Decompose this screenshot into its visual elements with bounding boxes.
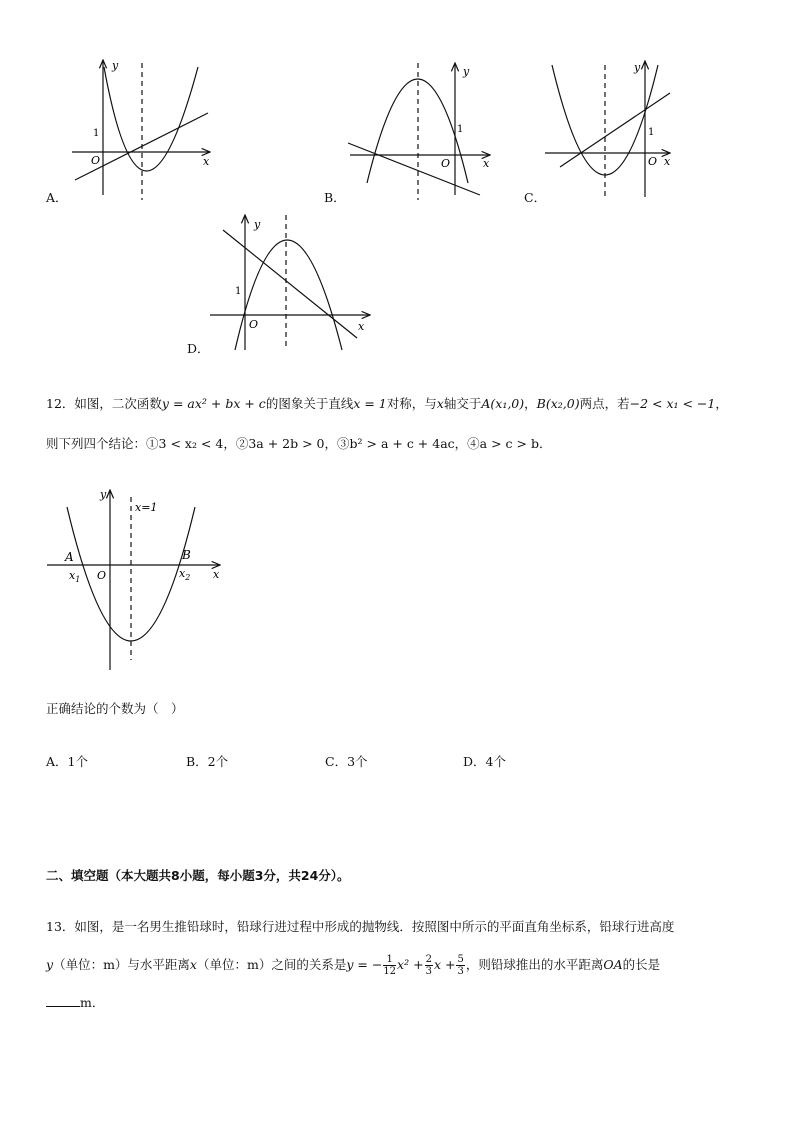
q12-text: 如图，二次函数 <box>74 396 162 411</box>
origin-label: O <box>249 318 259 331</box>
option-d-label: D． <box>187 341 210 356</box>
option-c-label: C． <box>524 190 547 205</box>
fig-y-label: y <box>100 488 107 501</box>
q13-unit: m． <box>80 995 105 1010</box>
fig-point-b: B <box>182 548 191 562</box>
fig-origin: O <box>97 569 107 582</box>
q12-point-b: B(x₂,0) <box>536 396 580 411</box>
q12-figure <box>45 485 230 675</box>
one-label: 1 <box>648 127 655 138</box>
y-axis-label: y <box>634 61 641 74</box>
q12-choice-c[interactable]: C．3个 <box>325 754 368 769</box>
fig-x-label: x <box>213 568 220 581</box>
q12-sep: ， <box>223 436 236 451</box>
graph-option-d <box>205 210 380 355</box>
q12-sep: ， <box>454 436 468 451</box>
q12-point-a: A(x₁,0) <box>481 396 525 411</box>
q12-condition: −2 < x₁ < −1 <box>629 396 716 411</box>
q12-choice-d[interactable]: D．4个 <box>463 754 506 769</box>
q12-text: 两点，若 <box>579 396 630 411</box>
q13-text: （单位：m）与水平距离 <box>53 957 190 972</box>
x-axis-label: x <box>664 155 671 168</box>
origin-label: O <box>648 155 658 168</box>
x-axis-label: x <box>203 155 210 168</box>
one-label: 1 <box>93 128 100 139</box>
x-axis-label: x <box>358 320 365 333</box>
q13-eq: y = − <box>346 957 383 972</box>
q12-text: 对称，与 <box>386 396 437 411</box>
q12-text: ， <box>715 396 728 411</box>
q13-frac-1: $\frac{1}{12}$ <box>383 954 397 977</box>
one-label: 1 <box>235 286 242 297</box>
q12-sep: ， <box>524 396 537 411</box>
q12-choice-a[interactable]: A．1个 <box>46 754 88 769</box>
q13-frac-3: $\frac{5}{3}$ <box>457 954 464 977</box>
answer-blank[interactable] <box>46 994 80 1007</box>
q12-choice-b[interactable]: B．2个 <box>186 754 229 769</box>
x-axis-label: x <box>483 157 490 170</box>
y-axis-label: y <box>112 59 119 72</box>
q12-sep: ， <box>324 436 338 451</box>
q12-symmetry-line: x = 1 <box>353 396 387 411</box>
q13-text: （单位：m）之间的关系是 <box>196 957 347 972</box>
q12-conclusion-3: ③b² > a + c + 4ac <box>337 436 455 451</box>
q13-oa: OA <box>603 957 623 972</box>
section-title: 二、填空题（本大题共8小题，每小题3分，共24分）。 <box>46 868 350 883</box>
q13-y: y <box>46 957 54 972</box>
q12-text: 的图象关于直线 <box>265 396 354 411</box>
q13-line2 <box>46 952 660 978</box>
origin-label: O <box>441 157 451 170</box>
q13-line1: 13．如图，是一名男生推铅球时，铅球行进过程中形成的抛物线．按照图中所示的平面直角坐标系，铅球行进高度 <box>46 919 675 934</box>
q12-function: y = ax² + bx + c <box>161 396 266 411</box>
fig-x2-label: $x_2$ <box>179 567 191 582</box>
q12-text: ． <box>538 436 552 451</box>
graph-option-c <box>540 55 680 205</box>
y-axis-label: y <box>463 65 470 78</box>
graph-option-b <box>345 55 505 205</box>
q12-stem-line1 <box>46 395 728 413</box>
q13-text: 的长是 <box>622 957 661 972</box>
fig-x1-label: $x_1$ <box>69 569 81 584</box>
q12-text: 则下列四个结论： <box>46 436 147 451</box>
graph-option-a <box>60 55 225 205</box>
option-b-label: B． <box>324 190 346 205</box>
q12-conclusion-2: ②3a + 2b > 0 <box>235 436 325 451</box>
q13-eq: x² + <box>397 957 424 972</box>
option-a-label: A． <box>46 190 68 205</box>
origin-label: O <box>91 154 101 167</box>
q13-text: ，则铅球推出的水平距离 <box>465 957 604 972</box>
q12-conclusion-4: ④a > c > b <box>467 436 539 451</box>
q13-frac-2: $\frac{2}{3}$ <box>425 954 432 977</box>
q13-line3 <box>46 994 104 1012</box>
y-axis-label: y <box>254 218 261 231</box>
q12-text: 轴交于 <box>443 396 482 411</box>
q12-conclusion-1: ①3 < x₂ < 4 <box>146 436 224 451</box>
q12-x: x <box>436 396 444 411</box>
q12-number: 12． <box>46 396 75 411</box>
fig-symmetry-label: x=1 <box>135 501 158 514</box>
q12-question: 正确结论的个数为（ ） <box>46 701 184 716</box>
fig-point-a: A <box>65 550 74 564</box>
q13-eq: x + <box>433 957 456 972</box>
q12-stem-line2 <box>46 435 551 453</box>
q13-x: x <box>189 957 197 972</box>
one-label: 1 <box>457 124 464 135</box>
